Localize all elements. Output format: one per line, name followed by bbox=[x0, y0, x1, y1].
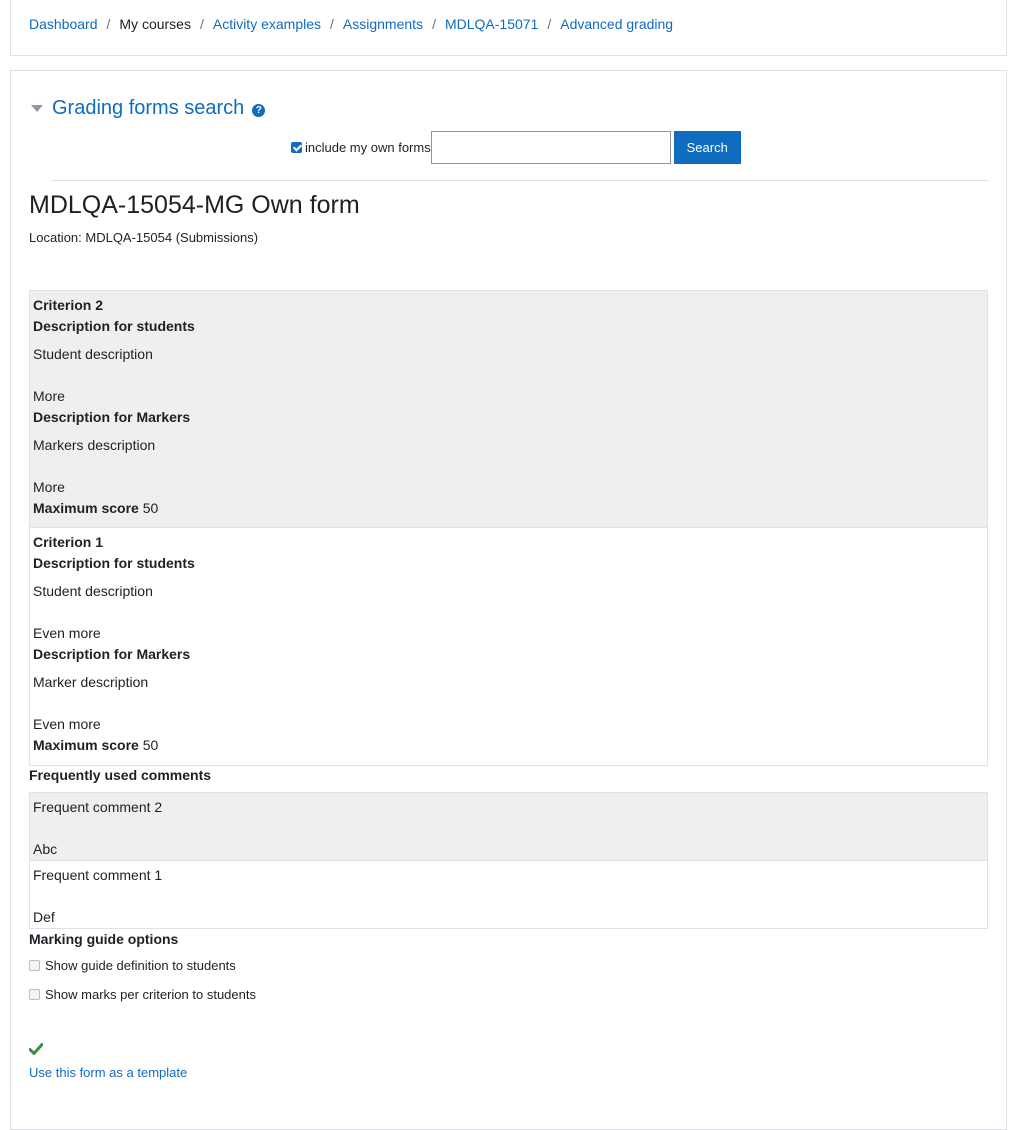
student-description-more: Even more bbox=[33, 625, 101, 641]
markers-description-heading: Description for Markers bbox=[33, 646, 191, 662]
student-description-more: More bbox=[33, 388, 65, 404]
criterion-name: Criterion 2 bbox=[33, 297, 104, 313]
max-score-label: Maximum score bbox=[33, 500, 139, 516]
option-show-marks-per-criterion[interactable] bbox=[29, 987, 256, 1002]
option-show-guide-definition[interactable] bbox=[29, 958, 236, 973]
form-title: MDLQA-15054-MG Own form bbox=[29, 191, 360, 219]
markers-description-heading: Description for Markers bbox=[33, 409, 191, 425]
breadcrumb-activity-examples[interactable]: Activity examples bbox=[212, 16, 322, 32]
criterion-row bbox=[30, 528, 987, 765]
breadcrumb bbox=[29, 16, 673, 32]
use-as-template-link[interactable]: Use this form as a template bbox=[29, 1065, 188, 1080]
search-form bbox=[291, 131, 741, 164]
option-label: Show marks per criterion to students bbox=[45, 987, 256, 1002]
students-description-heading: Description for students bbox=[33, 318, 195, 334]
collapse-caret-icon[interactable] bbox=[31, 105, 43, 112]
breadcrumb-separator: / bbox=[547, 16, 552, 32]
search-section-toggle[interactable] bbox=[31, 95, 265, 121]
comment-row bbox=[30, 861, 987, 928]
breadcrumb-separator: / bbox=[199, 16, 204, 32]
breadcrumb-my-courses: My courses bbox=[119, 16, 191, 32]
options-heading: Marking guide options bbox=[29, 931, 179, 947]
option-checkbox[interactable] bbox=[29, 989, 40, 1000]
comment-row bbox=[30, 793, 987, 861]
breadcrumb-advanced-grading[interactable]: Advanced grading bbox=[560, 16, 674, 32]
comments-heading: Frequently used comments bbox=[29, 767, 212, 783]
breadcrumb-dashboard[interactable]: Dashboard bbox=[29, 16, 98, 32]
search-section-title[interactable]: Grading forms search bbox=[52, 97, 245, 119]
search-input[interactable] bbox=[431, 131, 671, 164]
breadcrumb-assignment[interactable]: MDLQA-15071 bbox=[444, 16, 539, 32]
help-icon[interactable]: ? bbox=[252, 104, 265, 117]
include-own-forms-checkbox[interactable] bbox=[291, 142, 302, 153]
option-label: Show guide definition to students bbox=[45, 958, 236, 973]
main-region bbox=[10, 70, 1007, 1130]
max-score-row bbox=[33, 735, 984, 756]
max-score-row bbox=[33, 498, 984, 519]
max-score-label: Maximum score bbox=[33, 737, 139, 753]
markers-description-more: More bbox=[33, 479, 65, 495]
search-button[interactable]: Search bbox=[674, 131, 741, 164]
max-score-value: 50 bbox=[142, 737, 159, 753]
comment-text: Def bbox=[33, 909, 55, 925]
breadcrumb-separator: / bbox=[432, 16, 436, 32]
comment-title: Frequent comment 2 bbox=[33, 799, 163, 815]
markers-description: Markers description bbox=[33, 437, 156, 453]
check-icon[interactable] bbox=[29, 1043, 43, 1055]
criteria-table bbox=[29, 290, 988, 766]
markers-description: Marker description bbox=[33, 674, 149, 690]
option-checkbox[interactable] bbox=[29, 960, 40, 971]
max-score-value: 50 bbox=[142, 500, 159, 516]
student-description: Student description bbox=[33, 346, 153, 362]
comment-text: Abc bbox=[33, 841, 58, 857]
breadcrumb-separator: / bbox=[330, 16, 334, 32]
student-description: Student description bbox=[33, 583, 153, 599]
divider bbox=[51, 180, 989, 181]
criterion-name: Criterion 1 bbox=[33, 534, 104, 550]
comments-table bbox=[29, 792, 988, 929]
markers-description-more: Even more bbox=[33, 716, 101, 732]
students-description-heading: Description for students bbox=[33, 555, 195, 571]
form-location: Location: MDLQA-15054 (Submissions) bbox=[29, 230, 259, 245]
include-own-forms-label[interactable]: include my own forms bbox=[305, 140, 431, 155]
criterion-row bbox=[30, 291, 987, 528]
breadcrumb-separator: / bbox=[106, 16, 111, 32]
breadcrumb-assignments[interactable]: Assignments bbox=[342, 16, 424, 32]
comment-title: Frequent comment 1 bbox=[33, 867, 163, 883]
breadcrumb-card bbox=[10, 0, 1007, 56]
